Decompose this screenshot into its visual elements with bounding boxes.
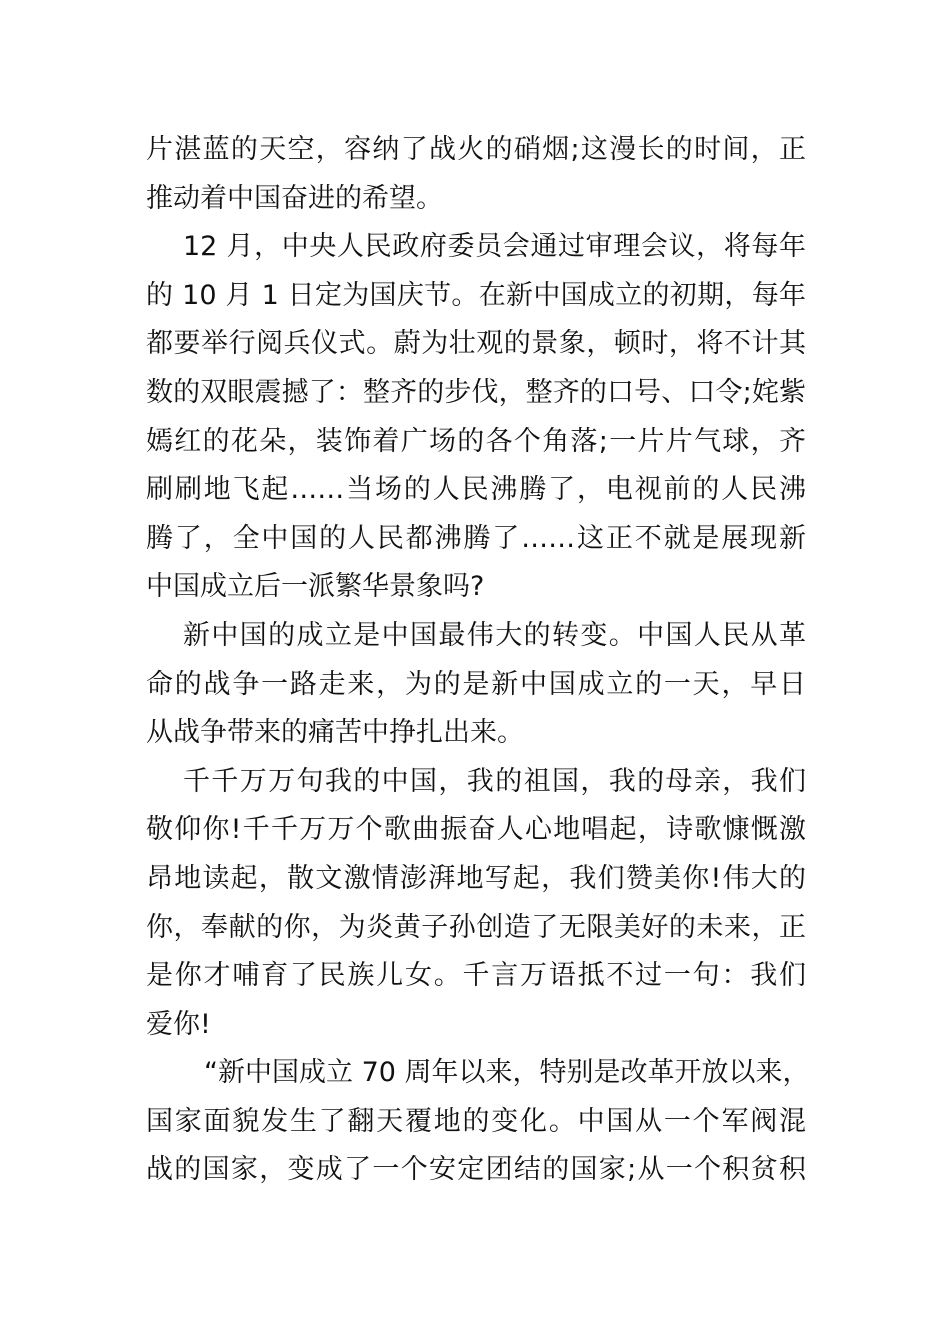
body-text [146, 126, 810, 1195]
text-line: 从战争带来的痛苦中挣扎出来。 [146, 717, 524, 749]
text-line: 敬仰你!千千万万个歌曲振奋人心地唱起，诗歌慷慨激 [146, 814, 806, 846]
text-line: 是你才哺育了民族儿女。千言万语抵不过一句：我们 [146, 960, 806, 992]
text-line: 的 10 月 1 日定为国庆节。在新中国成立的初期，每年 [146, 279, 806, 311]
text-line: 中国成立后一派繁华景象吗? [146, 571, 485, 603]
text-line: 刷刷地飞起……当场的人民沸腾了，电视前的人民沸 [146, 474, 806, 506]
text-line: 新中国的成立是中国最伟大的转变。中国人民从革 [183, 619, 806, 651]
text-line: 12 月，中央人民政府委员会通过审理会议，将每年 [183, 231, 806, 263]
text-line: 战的国家，变成了一个安定团结的国家;从一个积贫积 [146, 1154, 806, 1186]
text-line: 嫣红的花朵，装饰着广场的各个角落;一片片气球，齐 [146, 425, 806, 457]
text-line: 命的战争一路走来，为的是新中国成立的一天，早日 [146, 668, 806, 700]
text-line: “新中国成立 70 周年以来，特别是改革开放以来， [204, 1057, 810, 1089]
text-line: 你，奉献的你，为炎黄子孙创造了无限美好的未来，正 [146, 911, 806, 943]
text-line: 片湛蓝的天空，容纳了战火的硝烟;这漫长的时间，正 [146, 134, 806, 165]
text-line: 都要举行阅兵仪式。蔚为壮观的景象，顿时，将不计其 [146, 328, 806, 360]
text-line: 推动着中国奋进的希望。 [146, 182, 443, 214]
text-line: 千千万万句我的中国，我的祖国，我的母亲，我们 [183, 765, 806, 797]
text-line: 腾了，全中国的人民都沸腾了……这正不就是展现新 [146, 522, 806, 554]
text-line: 昂地读起，散文激情澎湃地写起，我们赞美你!伟大的 [146, 862, 806, 894]
text-line: 爱你! [146, 1008, 211, 1040]
text-line: 数的双眼震撼了：整齐的步伐，整齐的口号、口令;姹紫 [146, 376, 806, 408]
text-line: 国家面貌发生了翻天覆地的变化。中国从一个军阀混 [146, 1105, 806, 1137]
